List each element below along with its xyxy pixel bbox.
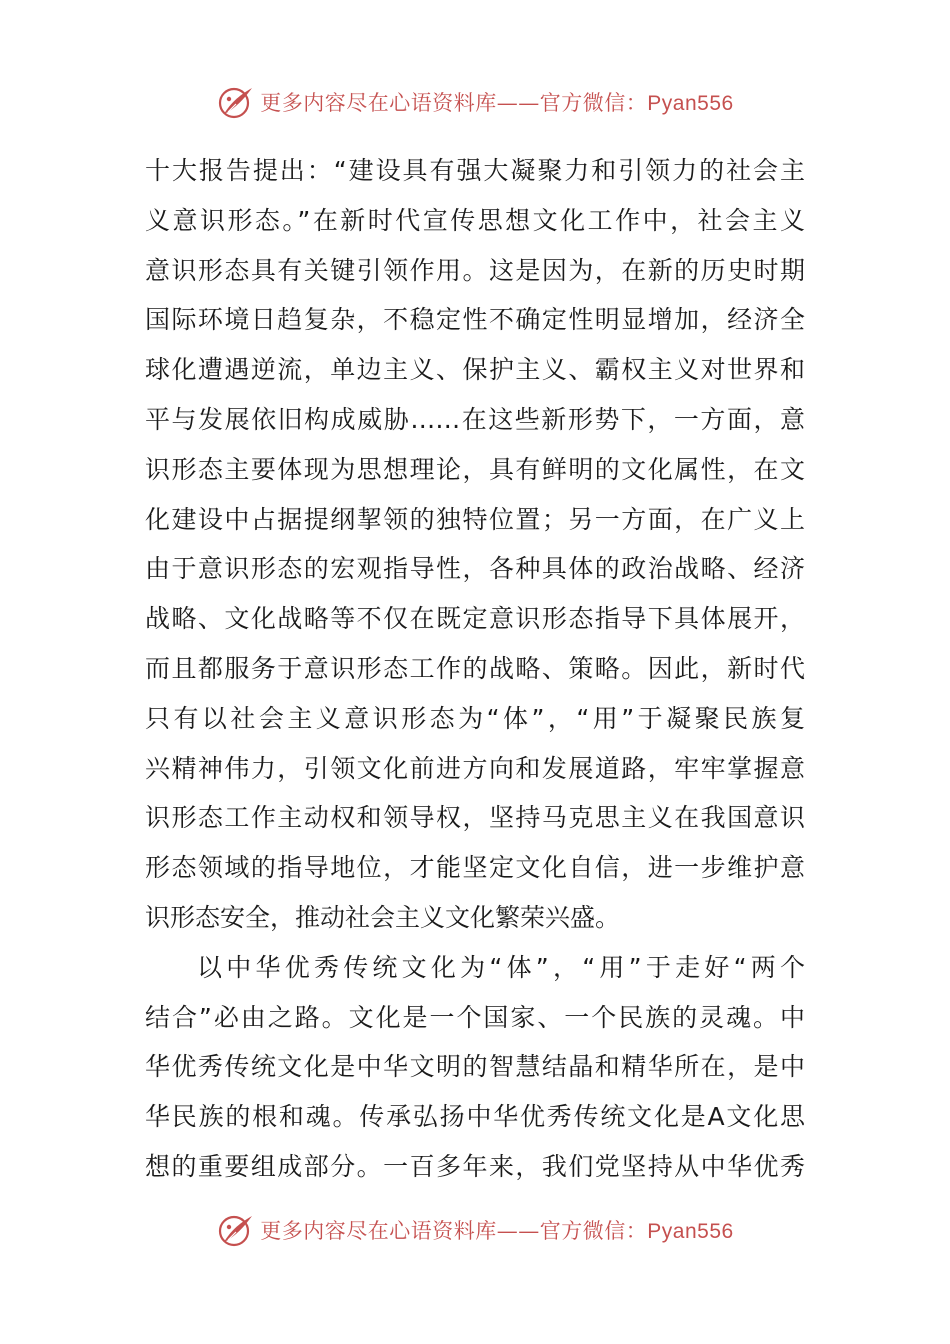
text-line: 十大报告提出：“建设具有强大凝聚力和引领力的社会主	[145, 156, 805, 185]
footer-banner	[0, 1208, 950, 1252]
text-line: 而且都服务于意识形态工作的战略、策略。因此，新时代	[145, 653, 805, 683]
text-line: 国际环境日趋复杂，不稳定性不确定性明显增加，经济全	[145, 305, 805, 335]
text-line: 战略、文化战略等不仅在既定意识形态指导下具体展开，	[145, 604, 805, 634]
text-line: 识形态工作主动权和领导权，坚持马克思主义在我国意识	[145, 803, 805, 833]
text-line: 平与发展依旧构成威胁……在这些新形势下，一方面，意	[145, 404, 805, 434]
text-line: 华优秀传统文化是中华文明的智慧结晶和精华所在，是中	[145, 1052, 805, 1082]
text-line: 形态领域的指导地位，才能坚定文化自信，进一步维护意	[145, 853, 805, 883]
header-contact-id: Pyan556	[647, 92, 734, 115]
text-line-paragraph-start: 以中华优秀传统文化为“体”，“用”于走好“两个	[197, 952, 805, 982]
text-line: 华民族的根和魂。传承弘扬中华优秀传统文化是A文化思	[145, 1102, 805, 1132]
quill-logo-icon	[216, 1210, 256, 1250]
quill-logo-icon	[216, 82, 256, 122]
text-line: 识形态主要体现为思想理论，具有鲜明的文化属性，在文	[145, 454, 805, 484]
footer-banner-text: 更多内容尽在心语资料库——官方微信：Pyan556	[260, 1219, 734, 1243]
text-line: 想的重要组成部分。一百多年来，我们党坚持从中华优秀	[145, 1151, 805, 1181]
footer-contact-id: Pyan556	[647, 1220, 734, 1243]
text-line: 意识形态具有关键引领作用。这是因为，在新的历史时期	[145, 255, 805, 285]
text-line: 结合”必由之路。文化是一个国家、一个民族的灵魂。中	[145, 1002, 805, 1032]
text-line: 兴精神伟力，引领文化前进方向和发展道路，牢牢掌握意	[145, 753, 805, 783]
text-line: 由于意识形态的宏观指导性，各种具体的政治战略、经济	[145, 554, 805, 584]
text-line-paragraph-end: 识形态安全，推动社会主义文化繁荣兴盛。	[145, 902, 621, 932]
header-banner	[0, 80, 950, 124]
text-line: 化建设中占据提纲挈领的独特位置；另一方面，在广义上	[145, 504, 805, 534]
document-body	[145, 146, 805, 1192]
text-line: 只有以社会主义意识形态为“体”，“用”于凝聚民族复	[145, 703, 805, 733]
text-line: 义意识形态。”在新时代宣传思想文化工作中，社会主义	[145, 205, 805, 235]
header-banner-text: 更多内容尽在心语资料库——官方微信：Pyan556	[260, 91, 734, 115]
text-line: 球化遭遇逆流，单边主义、保护主义、霸权主义对世界和	[145, 355, 805, 385]
